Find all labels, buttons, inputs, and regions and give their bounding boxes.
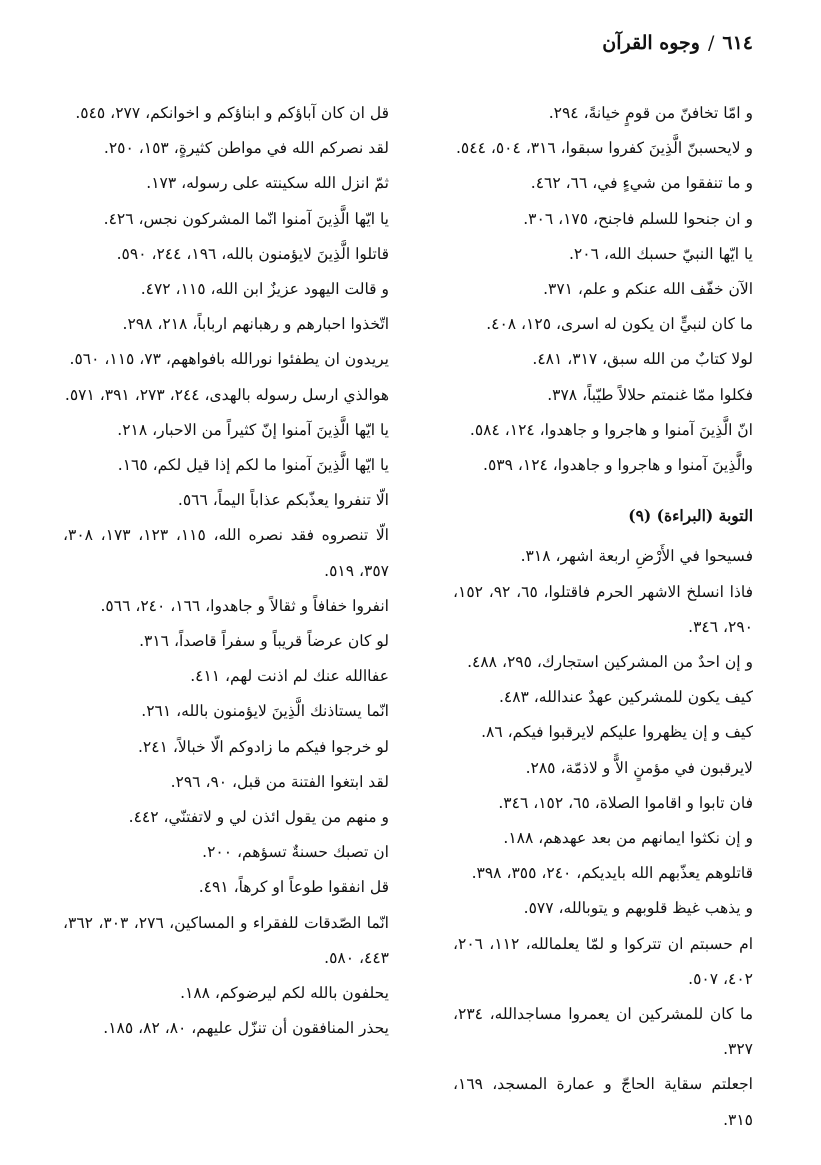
list-item: الّا تنصروه فقد نصره الله، ١١٥، ١٢٣، ١٧٣، ٣٠٨، ٣٥٧، ٥١٩. [63,526,389,580]
list-item: ام حسبتم ان تتركوا و لمّا يعلمالله، ١١٢، ٢٠٦، ٤٠٢، ٥٠٧. [453,934,753,988]
running-header [602,32,753,54]
list-item: و ان جنحوا للسلم فاجنح، ١٧٥، ٣٠٦. [523,209,753,228]
list-item: لو خرجوا فيكم ما زادوكم الّا خبالاً، ٢٤١. [137,737,389,756]
list-item: كيف يكون للمشركين عهدٌ عندالله، ٤٨٣. [498,688,753,707]
list-item: انّما يستاذنك الَّذِينَ لايؤمنون بالله، ٢٦١. [141,702,389,721]
section-heading: التوبة (البراءة) (٩) [628,506,753,526]
list-item: الّا تنفروا يعذّبكم عذاباً اليماً، ٥٦٦. [177,491,389,510]
list-item: قاتلوا الَّذِينَ لايؤمنون بالله، ١٩٦، ٢٤٤، ٥٩٠. [116,244,389,263]
list-item: يا ايّها النبيّ حسبك الله، ٢٠٦. [568,244,753,263]
list-item: و امّا تخافنّ من قومٍ خيانةً، ٢٩٤. [548,104,753,122]
left-column [63,96,389,1046]
list-item: يحلفون بالله لكم ليرضوكم، ١٨٨. [180,984,389,1003]
list-item: ان تصبك حسنةٌ تسؤهم، ٢٠٠. [202,843,389,862]
list-item: و ما تنفقوا من شيءٍ في، ٦٦، ٤٦٢. [530,174,753,193]
list-item: فاذا انسلخ الاشهر الحرم فاقتلوا، ٦٥، ٩٢، ١٥٢، ٢٩٠، ٣٤٦. [453,582,753,636]
list-item: لولا كتابٌ من الله سبق، ٣١٧، ٤٨١. [532,350,753,369]
list-item: يا ايّها الَّذِينَ آمنوا انّما المشركون نجس، ٤٢٦. [103,209,389,228]
list-item: كيف و إن يظهروا عليكم لايرقبوا فيكم، ٨٦. [481,723,753,742]
list-item: و إن نكثوا ايمانهم من بعد عهدهم، ١٨٨. [503,829,753,848]
list-item: الآن خفّف الله عنكم و علم، ٣٧١. [543,280,753,299]
list-item: ما كان للمشركين ان يعمروا مساجدالله، ٢٣٤، ٣٢٧. [453,1005,753,1059]
list-item: و لايحسبنّ الَّذِينَ كفروا سبقوا، ٣١٦، ٥٠٤، ٥٤٤. [455,139,753,158]
list-item: لقد ابتغوا الفتنة من قبل، ٩٠، ٢٩٦. [170,772,389,791]
list-item: قاتلوهم يعذّبهم الله بايديكم، ٢٤٠، ٣٥٥، ٣٩٨. [471,864,753,883]
list-item: ما كان لنبيٍّ ان يكون له اسرى، ١٢٥، ٤٠٨. [486,315,753,334]
list-item: والَّذِينَ آمنوا و هاجروا و جاهدوا، ١٢٤، ٥٣٩. [483,456,753,475]
list-item: فسيحوا في الأَرْضِ اربعة اشهر، ٣١٨. [520,547,753,566]
list-item: يحذر المنافقون أن تنزّل عليهم، ٨٠، ٨٢، ١٨٥. [103,1019,389,1038]
page-number: ٦١٤ [722,32,753,54]
list-item: اتّخذوا احبارهم و رهبانهم ارباباً، ٢١٨، ٢٩٨. [122,315,389,334]
list-item: لايرقبون في مؤمنٍ الاًّ و لاذمّة، ٢٨٥. [525,758,753,777]
list-item: يا ايّها الَّذِينَ آمنوا إنّ كثيراً من الاحبار، ٢١٨. [117,420,389,439]
list-item: و منهم من يقول ائذن لي و لاتفتنّي، ٤٤٢. [128,808,389,827]
list-item: عفاالله عنك لم اذنت لهم، ٤١١. [190,667,389,686]
list-item: يا ايّها الَّذِينَ آمنوا ما لكم إذا قيل لكم، ١٦٥. [117,456,389,475]
list-item: و قالت اليهود عزيزٌ ابن الله، ١١٥، ٤٧٢. [140,280,389,299]
header-title: وجوه القرآن [602,32,700,54]
list-item: فكلوا ممّا غنمتم حلالاً طيّباً، ٣٧٨. [547,385,753,404]
list-item: و إن احدٌ من المشركين استجارك، ٢٩٥، ٤٨٨. [467,653,753,672]
list-item: قل انفقوا طوعاً او كرهاً، ٤٩١. [198,878,389,897]
list-item: قل ان كان آباؤكم و ابناؤكم و اخوانكم، ٢٧٧، ٥٤٥. [75,104,389,122]
list-item: ثمّ انزل الله سكينته على رسوله، ١٧٣. [146,174,389,193]
list-item: يريدون ان يطفئوا نورالله بافواههم، ٧٣، ١١٥، ٥٦٠. [69,350,389,369]
list-item: لقد نصركم الله في مواطن كثيرةٍ، ١٥٣، ٢٥٠. [103,139,389,158]
list-item: انفروا خفافاً و ثقالاً و جاهدوا، ١٦٦، ٢٤٠، ٥٦٦. [100,596,389,615]
list-item: انّما الصّدقات للفقراء و المساكين، ٢٧٦، ٣٠٣، ٣٦٢، ٤٤٣، ٥٨٠. [63,913,389,967]
list-item: هوالذي ارسل رسوله بالهدى، ٢٤٤، ٢٧٣، ٣٩١، ٥٧١. [64,385,389,404]
list-item: فان تابوا و اقاموا الصلاة، ٦٥، ١٥٢، ٣٤٦. [498,793,753,812]
right-column [453,96,753,1138]
header-separator: / [707,32,715,54]
list-item: و يذهب غيظ قلوبهم و يتوبالله، ٥٧٧. [523,899,753,918]
list-item: اجعلتم سقاية الحاجّ و عمارة المسجد، ١٦٩، ٣١٥. [453,1075,753,1129]
list-item: انّ الَّذِينَ آمنوا و هاجروا و جاهدوا، ١٢٤، ٥٨٤. [469,420,753,439]
list-item: لو كان عرضاً قريباً و سفراً قاصداً، ٣١٦. [139,632,389,651]
